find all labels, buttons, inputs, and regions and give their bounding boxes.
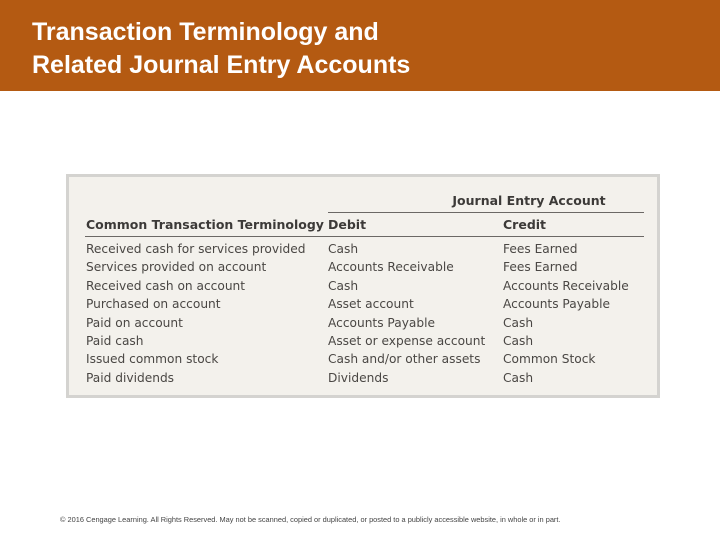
debit-cell: Cash (328, 242, 359, 256)
credit-cell: Accounts Receivable (503, 278, 629, 293)
table-row (69, 277, 657, 295)
table-row (69, 258, 657, 276)
credit-cell: Cash (503, 315, 534, 330)
copyright-notice: © 2016 Cengage Learning. All Rights Reserved. May not be scanned, copied or duplicated, or posted to a publicly accessible website, in whole or in part. (60, 515, 561, 524)
terminology-cell: Paid dividends (86, 370, 175, 385)
credit-cell: Common Stock (503, 352, 596, 367)
credit-cell: Cash (503, 333, 534, 348)
table-row (69, 369, 657, 387)
slide-title-line-1: Transaction Terminology and (32, 18, 379, 46)
column-header-credit: Credit (503, 217, 547, 232)
column-header-terminology: Common Transaction Terminology (86, 217, 324, 232)
journal-entry-account-header: Journal Entry Account (452, 193, 606, 208)
debit-cell: Cash and/or other assets (328, 352, 481, 367)
slide-title (32, 16, 410, 82)
terminology-cell: Purchased on account (86, 297, 221, 312)
column-header-rule (85, 236, 644, 237)
debit-cell: Asset account (328, 297, 414, 312)
terminology-cell: Paid on account (86, 315, 183, 330)
credit-cell: Accounts Payable (503, 297, 611, 312)
debit-cell: Cash (328, 278, 359, 293)
terminology-cell: Services provided on account (86, 260, 267, 275)
credit-cell: Fees Earned (503, 242, 578, 256)
terminology-cell: Received cash on account (86, 278, 246, 293)
group-header-rule (328, 212, 644, 213)
terminology-table (66, 174, 660, 398)
table-row (69, 240, 657, 258)
credit-cell: Cash (503, 370, 534, 385)
terminology-cell: Received cash for services provided (86, 242, 306, 256)
table-row (69, 332, 657, 350)
debit-cell: Accounts Receivable (328, 260, 454, 275)
credit-cell: Fees Earned (503, 260, 578, 275)
column-header-debit: Debit (328, 217, 367, 232)
table-row (69, 314, 657, 332)
terminology-cell: Paid cash (86, 333, 144, 348)
table-row (69, 295, 657, 313)
table-row (69, 350, 657, 368)
debit-cell: Dividends (328, 370, 389, 385)
debit-cell: Asset or expense account (328, 333, 486, 348)
table-body (69, 240, 657, 387)
debit-cell: Accounts Payable (328, 315, 436, 330)
terminology-cell: Issued common stock (86, 352, 219, 367)
title-bar (0, 0, 720, 91)
slide-title-line-2: Related Journal Entry Accounts (32, 51, 411, 79)
